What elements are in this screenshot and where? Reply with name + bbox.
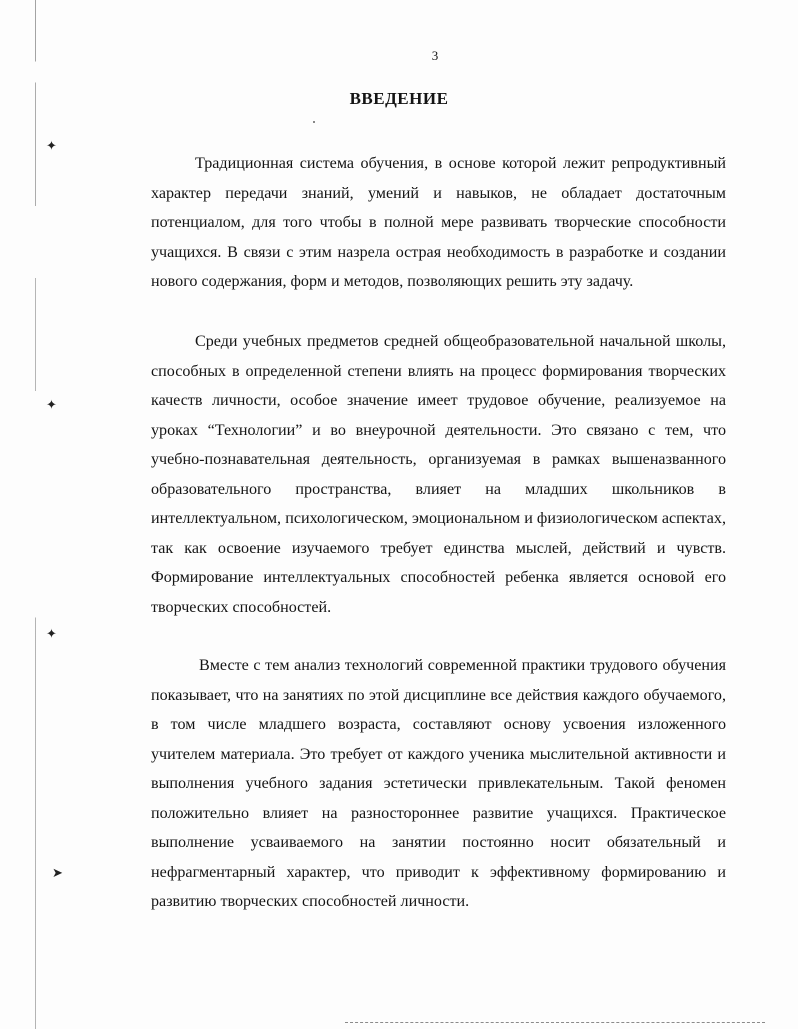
page-title: ВВЕДЕНИЕ [349,89,449,108]
paragraph-text: Традиционная система обучения, в основе которой лежит репродуктивный характер передачи знаний, умений и навыков, не обладает достаточным потенциалом, для того чтобы в полной мере развивать творческие способности учащихся. В связи с этим назрела острая необходимость в разработке и создании нового содержания, форм и методов, позволяющих решить эту задачу. [151,155,726,290]
scan-bottom-line [345,1022,765,1024]
binding-mark-icon: ✦ [46,626,57,641]
page-number: 3 [431,48,439,63]
binding-mark-icon: ✦ [46,397,57,412]
paragraph-2 [151,327,726,622]
paragraph-text: Среди учебных предметов средней общеобразовательной начальной школы, способных в определенной степени влиять на процесс формирования творческих качеств личности, особое значение имеет трудовое обучение, реализуемое на уроках “Технологии” и во внеурочной деятельности. Это связано с тем, что учебно-познавательная деятельность, организуемая в рамках вышеназванного образовательного пространства, влияет на младших школьников в интеллектуальном, психологическом, эмоциональном и физиологическом аспектах, так как освоение изучаемого требует единства мыслей, действий и чувств. Формирование интеллектуальных способностей ребенка является основой его творческих способностей. [151,333,726,616]
binding-mark-icon: ✦ [46,138,57,153]
paragraph-1 [151,149,726,297]
binding-mark-icon: ➤ [52,865,63,880]
paragraph-3 [151,651,726,917]
scan-edge-line [35,0,36,1029]
scan-speck [313,121,315,123]
paragraph-text: Вместе с тем анализ технологий современной практики трудового обучения показывает, что на занятиях по этой дисциплине все действия каждого обучаемого, в том числе младшего возраста, составляют основу усвоения изложенного учителем материала. Это требует от каждого ученика мыслительной активности и выполнения учебного задания эстетически привлекательным. Такой феномен положительно влияет на разностороннее развитие учащихся. Практическое выполнение усваиваемого на занятии постоянно носит обязательный и нефрагментарный характер, что приводит к эффективному формированию и развитию творческих способностей личности. [151,657,726,910]
